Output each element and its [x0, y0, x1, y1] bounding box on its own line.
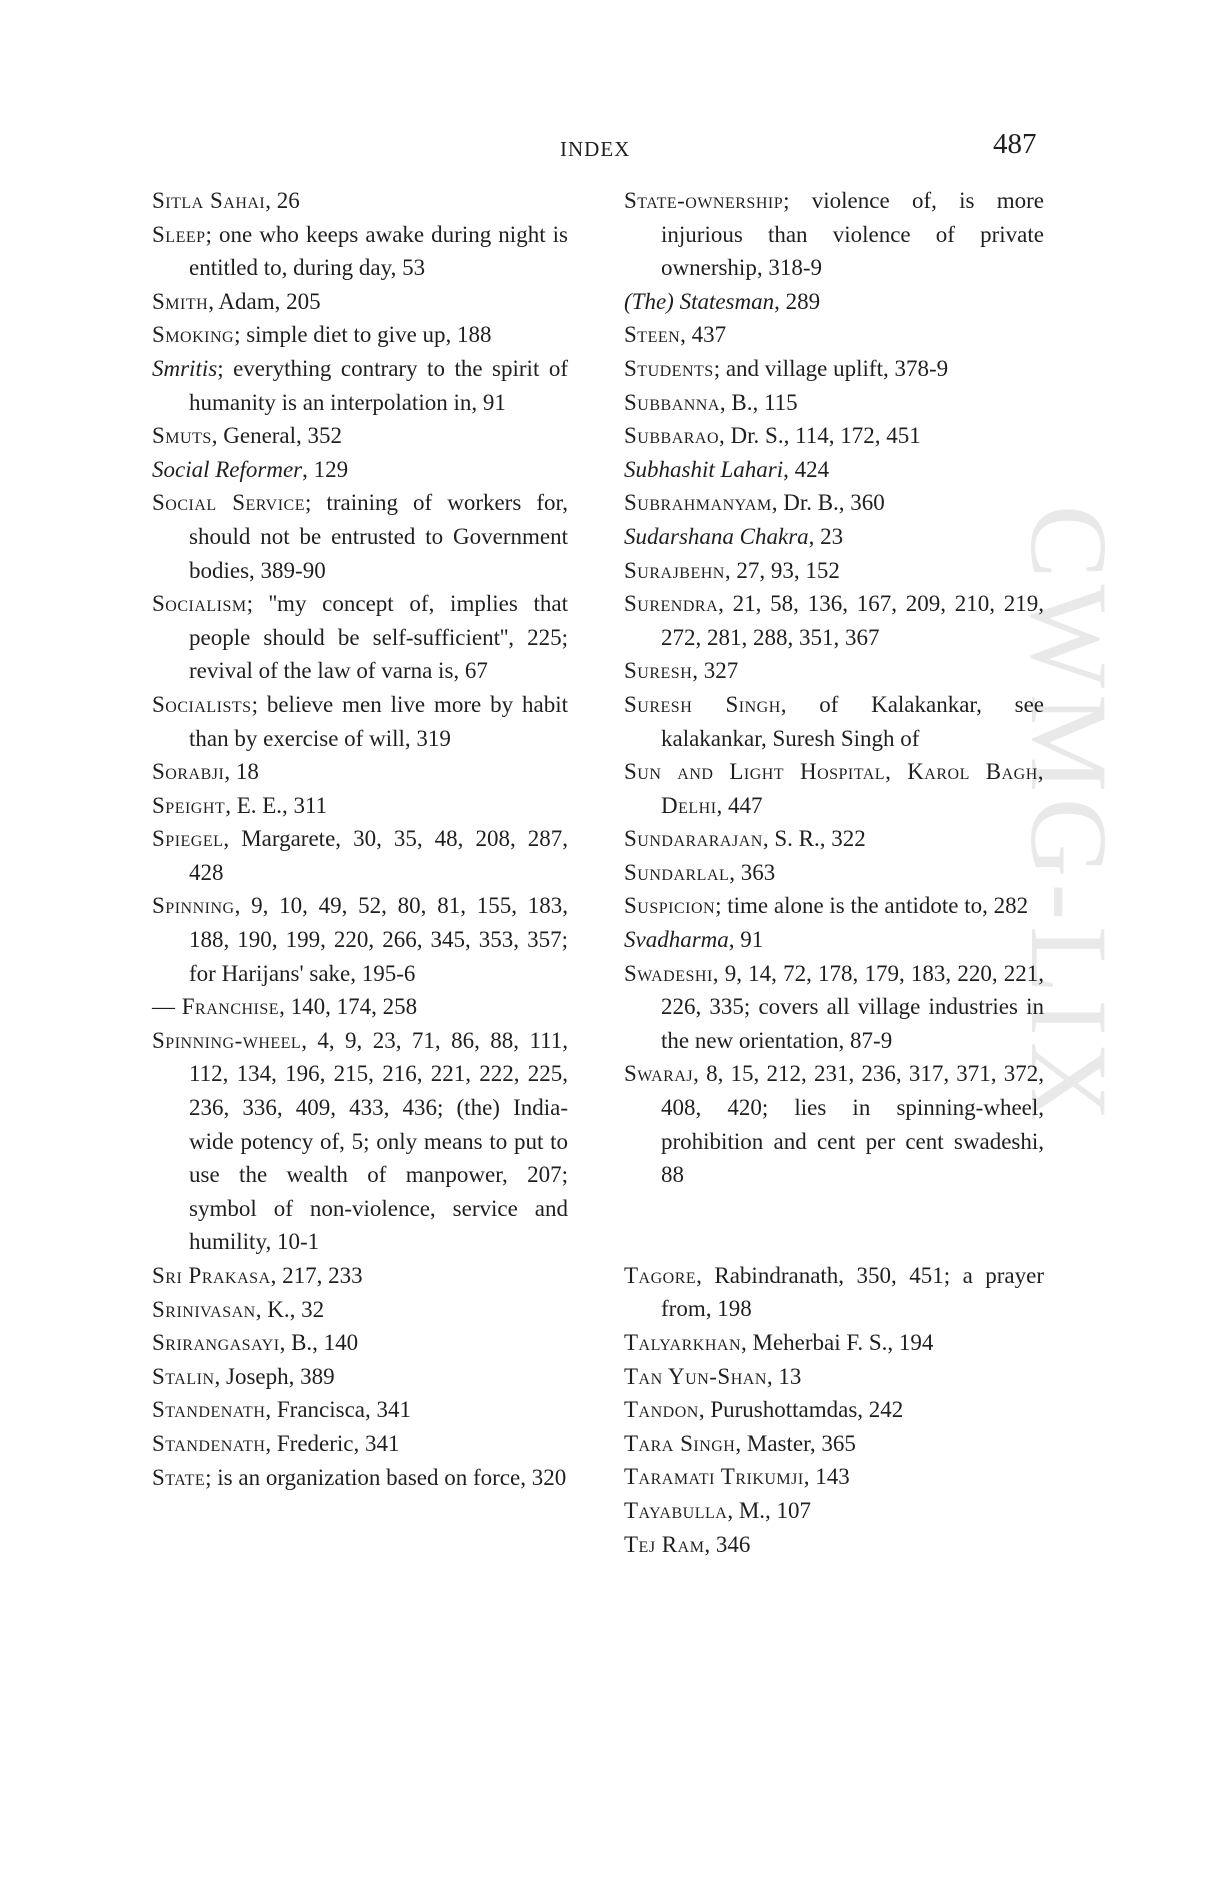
index-entry-references: , Margarete, 30, 35, 48, 208, 287, 428	[189, 826, 568, 885]
index-entry	[152, 755, 568, 789]
index-entry-references: , Joseph, 389	[214, 1363, 335, 1389]
index-entry-heading: Smritis	[152, 355, 218, 381]
index-entry-heading: State	[152, 1464, 206, 1490]
index-entry-heading: Spinning-wheel	[152, 1027, 302, 1053]
index-entry-heading: Standenath	[152, 1397, 266, 1423]
watermark: CWMG-LIX	[1008, 505, 1130, 1128]
index-entry-references: , Dr. S., 114, 172, 451	[719, 423, 921, 449]
section-gap	[624, 1192, 1044, 1259]
index-entry	[624, 889, 1044, 923]
index-entry-references: , of Kalakankar, see kalakankar, Suresh Singh of	[661, 691, 1044, 751]
index-entry	[624, 587, 1044, 654]
index-entry-references: , 91	[728, 927, 764, 953]
index-entry-references: , Adam, 205	[208, 288, 321, 314]
index-entry-heading: Smuts	[152, 423, 212, 449]
index-entry	[624, 520, 1044, 554]
index-entry-references: ; ''my concept of, implies that people should be self-sufficient'', 225; revival of the law of varna is, 67	[189, 591, 568, 684]
index-column-right	[624, 184, 1044, 1561]
index-entry-heading: Tandon	[624, 1397, 699, 1423]
index-entry	[624, 856, 1044, 890]
index-entry	[624, 1494, 1044, 1528]
index-entry-references: ; and village uplift, 378-9	[713, 355, 949, 381]
index-entry	[624, 688, 1044, 755]
index-entry-heading: Social Service	[152, 490, 305, 516]
index-entry-heading: Srirangasayi	[152, 1330, 280, 1356]
index-entry-heading: Tagore	[624, 1262, 697, 1288]
index-entry	[624, 419, 1044, 453]
index-entry-heading: Smith	[152, 288, 209, 314]
index-entry-references: , 9, 14, 72, 178, 179, 183, 220, 221, 226, 335; covers all village industries in the new orientation, 87-9	[661, 960, 1044, 1053]
index-entry-references: , Francisca, 341	[265, 1397, 412, 1423]
index-entry-heading: Sun and Light Hospital, Karol Bagh, Delhi	[624, 759, 1044, 818]
index-entry	[152, 1393, 568, 1427]
index-entry	[624, 957, 1044, 1058]
index-entry	[152, 318, 568, 352]
index-entry-heading: Surajbehn	[624, 557, 725, 583]
index-entry-heading: Sleep	[152, 221, 206, 247]
index-entry	[152, 1024, 568, 1259]
index-entry-references: , Frederic, 341	[265, 1430, 400, 1456]
index-entry-heading: Standenath	[152, 1430, 266, 1456]
index-entry-references: , 8, 15, 212, 231, 236, 317, 371, 372, 408, 420; lies in spinning-wheel, prohibition and cent per cent swadeshi, 88	[661, 1061, 1044, 1188]
index-entry	[624, 1057, 1044, 1191]
index-entry-references: , 9, 10, 49, 52, 80, 81, 155, 183, 188, 190, 199, 220, 266, 345, 353, 357; for Harijans' sake, 195-6	[189, 893, 568, 986]
index-entry	[624, 554, 1044, 588]
index-entry	[624, 1460, 1044, 1494]
index-entry-references: ; violence of, is more injurious than violence of private ownership, 318-9	[661, 188, 1044, 281]
index-entry	[152, 1326, 568, 1360]
index-entry-heading: Talyarkhan	[624, 1330, 742, 1355]
index-entry-references: ; everything contrary to the spirit of humanity is an interpolation in, 91	[189, 355, 568, 415]
index-entry	[152, 822, 568, 889]
index-entry	[624, 1326, 1044, 1360]
index-entry-heading: Tan Yun-Shan	[624, 1363, 767, 1389]
index-entry-heading: Suresh	[624, 658, 693, 684]
index-entry	[152, 1293, 568, 1327]
index-entry	[624, 1393, 1044, 1427]
index-entry-heading: Subbanna	[624, 389, 720, 415]
index-entry-heading: Social Reformer	[152, 456, 303, 482]
index-entry	[624, 285, 1044, 319]
index-entry-references: , General, 352	[211, 423, 343, 449]
index-entry-heading: — Franchise	[152, 994, 280, 1020]
index-entry-heading: Tara Singh	[624, 1430, 736, 1456]
index-entry	[624, 1360, 1044, 1394]
index-entry	[624, 654, 1044, 688]
index-entry-heading: Taramati Trikumji	[624, 1464, 804, 1490]
index-entry-heading: Sundarlal	[624, 859, 730, 885]
index-entry-references: , 13	[766, 1363, 802, 1389]
index-entry-heading: Subrahmanyam	[624, 490, 772, 516]
index-entry-references: , Purushottamdas, 242	[698, 1397, 904, 1423]
index-entry-references: , 23	[808, 523, 844, 549]
index-entry-references: , 26	[265, 188, 300, 213]
index-entry-references: , Master, 365	[735, 1430, 856, 1456]
index-entry	[624, 318, 1044, 352]
index-entry-references: , 129	[302, 456, 349, 482]
index-entry	[152, 889, 568, 990]
index-entry-references: , M., 107	[727, 1497, 812, 1523]
index-entry-heading: Tej Ram	[624, 1531, 705, 1557]
index-entry	[152, 184, 568, 218]
index-entry-references: , B., 115	[719, 389, 798, 415]
index-entry-heading: Svadharma	[624, 927, 729, 953]
index-entry	[152, 218, 568, 285]
index-entry	[152, 789, 568, 823]
index-entry-heading: Sundararajan	[624, 826, 763, 852]
index-entry	[624, 1259, 1044, 1326]
index-entry-heading: Sitla Sahai	[152, 188, 266, 213]
index-entry-references: , 18	[224, 759, 259, 785]
index-entry-heading: (The) Statesman	[624, 288, 775, 314]
index-entry	[624, 453, 1044, 487]
index-entry-heading: Srinivasan	[152, 1296, 256, 1322]
index-entry-references: , 447	[716, 792, 763, 818]
index-entry-heading: Subbarao	[624, 423, 720, 449]
index-entry-references: ; time alone is the antidote to, 282	[715, 893, 1029, 919]
index-entry-references: , Meherbai F. S., 194	[741, 1330, 934, 1355]
index-entry-heading: Sorabji	[152, 759, 225, 785]
page-number: 487	[993, 128, 1037, 160]
index-entry-heading: Swadeshi	[624, 960, 713, 986]
index-entry-references: ; training of workers for, should not be entrusted to Government bodies, 389-90	[189, 490, 568, 583]
index-entry-references: , 140, 174, 258	[279, 994, 418, 1020]
index-entry-heading: Socialists	[152, 691, 252, 717]
index-entry	[624, 352, 1044, 386]
index-entry-heading: State-ownership	[624, 188, 784, 213]
index-entry	[624, 1427, 1044, 1461]
index-entry-references: , 437	[680, 322, 727, 348]
index-entry-references: , 346	[704, 1531, 751, 1557]
index-entry	[152, 1461, 568, 1495]
index-entry	[152, 688, 568, 755]
index-entry-references: , 143	[803, 1464, 850, 1490]
index-entry-heading: Students	[624, 355, 714, 381]
index-entry	[624, 1528, 1044, 1562]
index-entry	[624, 923, 1044, 957]
index-entry	[152, 587, 568, 688]
index-entry-heading: Smoking	[152, 322, 235, 348]
index-entry-heading: Stalin	[152, 1363, 215, 1389]
index-entry	[152, 990, 568, 1024]
index-entry-references: , 21, 58, 136, 167, 209, 210, 219, 272, 281, 288, 351, 367	[661, 591, 1044, 650]
index-entry-heading: Suresh Singh	[624, 691, 781, 717]
index-entry	[152, 285, 568, 319]
index-entry-heading: Steen	[624, 322, 681, 348]
index-entry-heading: Subhashit Lahari	[624, 456, 784, 482]
index-entry-references: , 27, 93, 152	[724, 557, 840, 583]
index-entry-references: ; one who keeps awake during night is entitled to, during day, 53	[189, 221, 568, 281]
index-entry-references: , 289	[774, 288, 821, 314]
index-column-left	[152, 184, 568, 1494]
index-entry-heading: Swaraj	[624, 1061, 694, 1087]
index-entry-references: ; simple diet to give up, 188	[234, 322, 492, 348]
index-entry-references: , S. R., 322	[762, 826, 866, 852]
index-group-s	[624, 184, 1044, 1192]
index-entry-references: , 4, 9, 23, 71, 86, 88, 111, 112, 134, 196, 215, 216, 221, 222, 225, 236, 336, 409, 433, 436; (the) India-wide potency of, 5; only means to put to use the wealth of manpower, 207; symbol of non-violence, service and humility, 10-1	[189, 1027, 568, 1255]
index-entry-references: , 327	[692, 658, 739, 684]
index-entry-references: , B., 140	[279, 1330, 359, 1356]
index-entry	[624, 822, 1044, 856]
index-entry-heading: Sri Prakasa	[152, 1263, 271, 1288]
index-entry	[624, 184, 1044, 285]
index-entry-heading: Socialism	[152, 591, 247, 617]
index-entry-heading: Sudarshana Chakra	[624, 523, 809, 549]
index-entry-heading: Speight	[152, 792, 226, 818]
index-entry	[152, 352, 568, 419]
index-entry	[152, 1360, 568, 1394]
index-entry-references: , Dr. B., 360	[771, 490, 885, 516]
index-entry	[152, 1427, 568, 1461]
index-entry-references: , 217, 233	[270, 1263, 363, 1288]
index-entry-references: , Rabindranath, 350, 451; a prayer from, 198	[661, 1262, 1044, 1322]
index-entry-references: , E. E., 311	[225, 792, 328, 818]
index-entry-references: ; believe men live more by habit than by exercise of will, 319	[189, 691, 568, 751]
index-entry	[152, 486, 568, 587]
index-entry	[624, 486, 1044, 520]
index-entry-heading: Spiegel	[152, 826, 224, 852]
index-group-t	[624, 1259, 1044, 1561]
index-entry	[152, 419, 568, 453]
index-entry-references: , K., 32	[255, 1296, 325, 1322]
index-entry	[152, 453, 568, 487]
index-entry-references: , 424	[783, 456, 830, 482]
index-entry	[152, 1259, 568, 1293]
index-entry	[624, 386, 1044, 420]
index-entry-heading: Tayabulla	[624, 1497, 728, 1523]
running-header: INDEX	[560, 137, 631, 161]
index-entry	[624, 755, 1044, 822]
index-entry-references: , 363	[729, 859, 776, 885]
index-entry-heading: Suspicion	[624, 893, 716, 919]
index-entry-references: ; is an organization based on force, 320	[205, 1464, 567, 1490]
index-entry-heading: Surendra	[624, 591, 719, 617]
index-entry-heading: Spinning	[152, 893, 235, 919]
